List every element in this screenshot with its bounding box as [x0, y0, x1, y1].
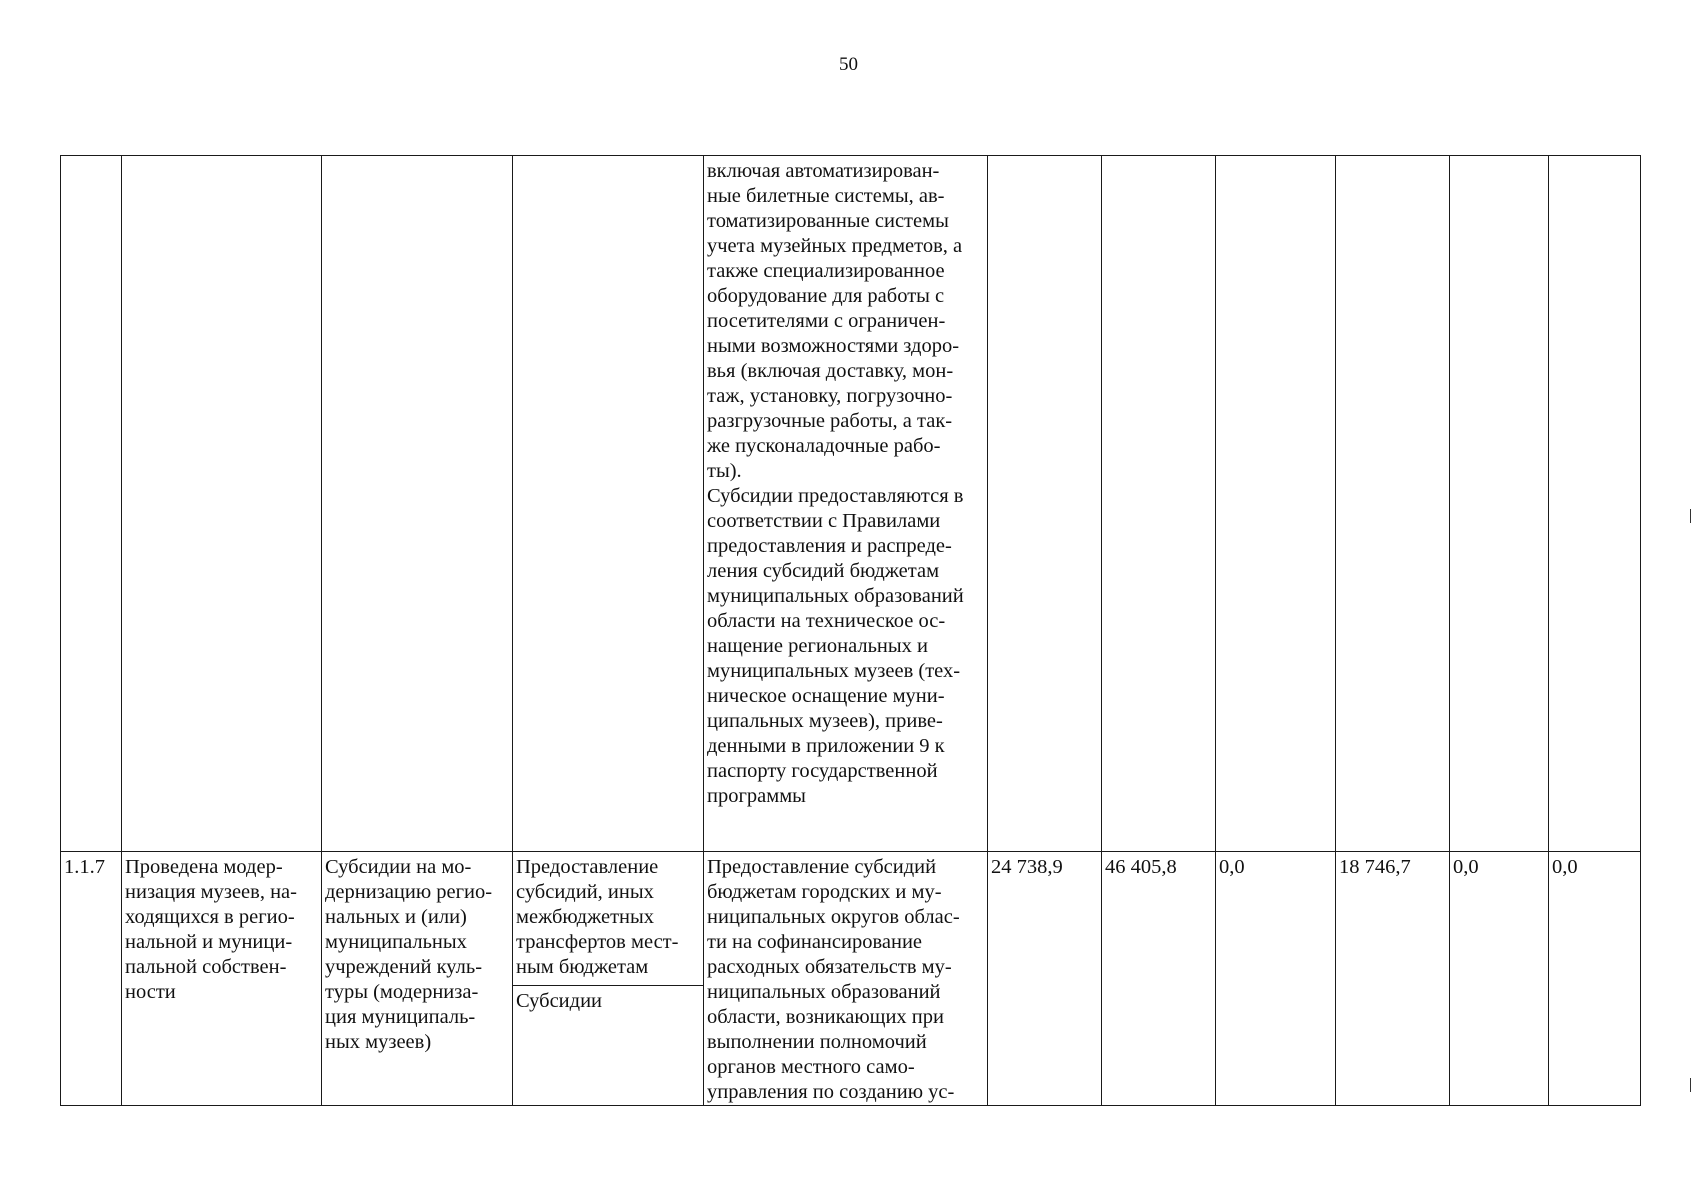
cell-subsidy [322, 156, 513, 852]
table-row-continuation [61, 156, 1641, 852]
mechanism-text: Предоставление субсидий, иных межбюджетных трансфертов мест- ным бюджетам [513, 855, 703, 986]
cell-value: 24 738,9 [988, 852, 1102, 1106]
cell-value: 0,0 [1549, 852, 1641, 1106]
table-row-1-1-7 [61, 852, 1641, 1106]
cell-value [988, 156, 1102, 852]
cell-mechanism [513, 156, 704, 852]
cell-number [61, 156, 122, 852]
cell-subsidy: Субсидии на мо- дернизацию регио- нальных и (или) муниципальных учреждений куль- туры (модерниза- ция муниципаль- ных музеев) [322, 852, 513, 1106]
cell-description: Предоставление субсидий бюджетам городских и му- ниципальных округов облас- ти на софинансирование расходных обязательств му- ниципальных образований области, возникающих при выполнении полномочий органов местного само- управления по созданию ус- [704, 852, 988, 1106]
cell-value: 0,0 [1450, 852, 1549, 1106]
cell-value: 0,0 [1216, 852, 1336, 1106]
cell-value: 18 746,7 [1336, 852, 1450, 1106]
mechanism-type: Субсидии [516, 990, 603, 1012]
scan-edge-mark [1690, 509, 1691, 523]
page-number: 50 [839, 54, 858, 75]
scan-edge-mark [1690, 1078, 1691, 1092]
cell-description: включая автоматизирован- ные билетные системы, ав- томатизированные системы учета музейных предметов, а также специализированное оборудование для работы с посетителями с ограничен- ными возможностями здоро- вья (включая доставку, мон- таж, установку, погрузочно- разгрузочные работы, а так- же пусконаладочные рабо- ты). Субсидии предоставляются в соответствии с Правилами предоставления и распреде- ления субсидий бюджетам муниципальных образований области на техническое ос- нащение региональных и муниципальных музеев (тех- ническое оснащение муни- ципальных музеев), приве- денными в приложении 9 к паспорту государственной программы [704, 156, 988, 852]
cell-value [1102, 156, 1216, 852]
cell-value [1216, 156, 1336, 852]
cell-value [1450, 156, 1549, 852]
cell-result [122, 156, 322, 852]
cell-value [1549, 156, 1641, 852]
program-table [60, 155, 1641, 1106]
cell-value: 46 405,8 [1102, 852, 1216, 1106]
cell-mechanism [513, 852, 704, 1106]
cell-value [1336, 156, 1450, 852]
cell-number: 1.1.7 [61, 852, 122, 1106]
cell-result: Проведена модер- низация музеев, на- ходящихся в регио- нальной и муници- пальной собствен- ности [122, 852, 322, 1106]
